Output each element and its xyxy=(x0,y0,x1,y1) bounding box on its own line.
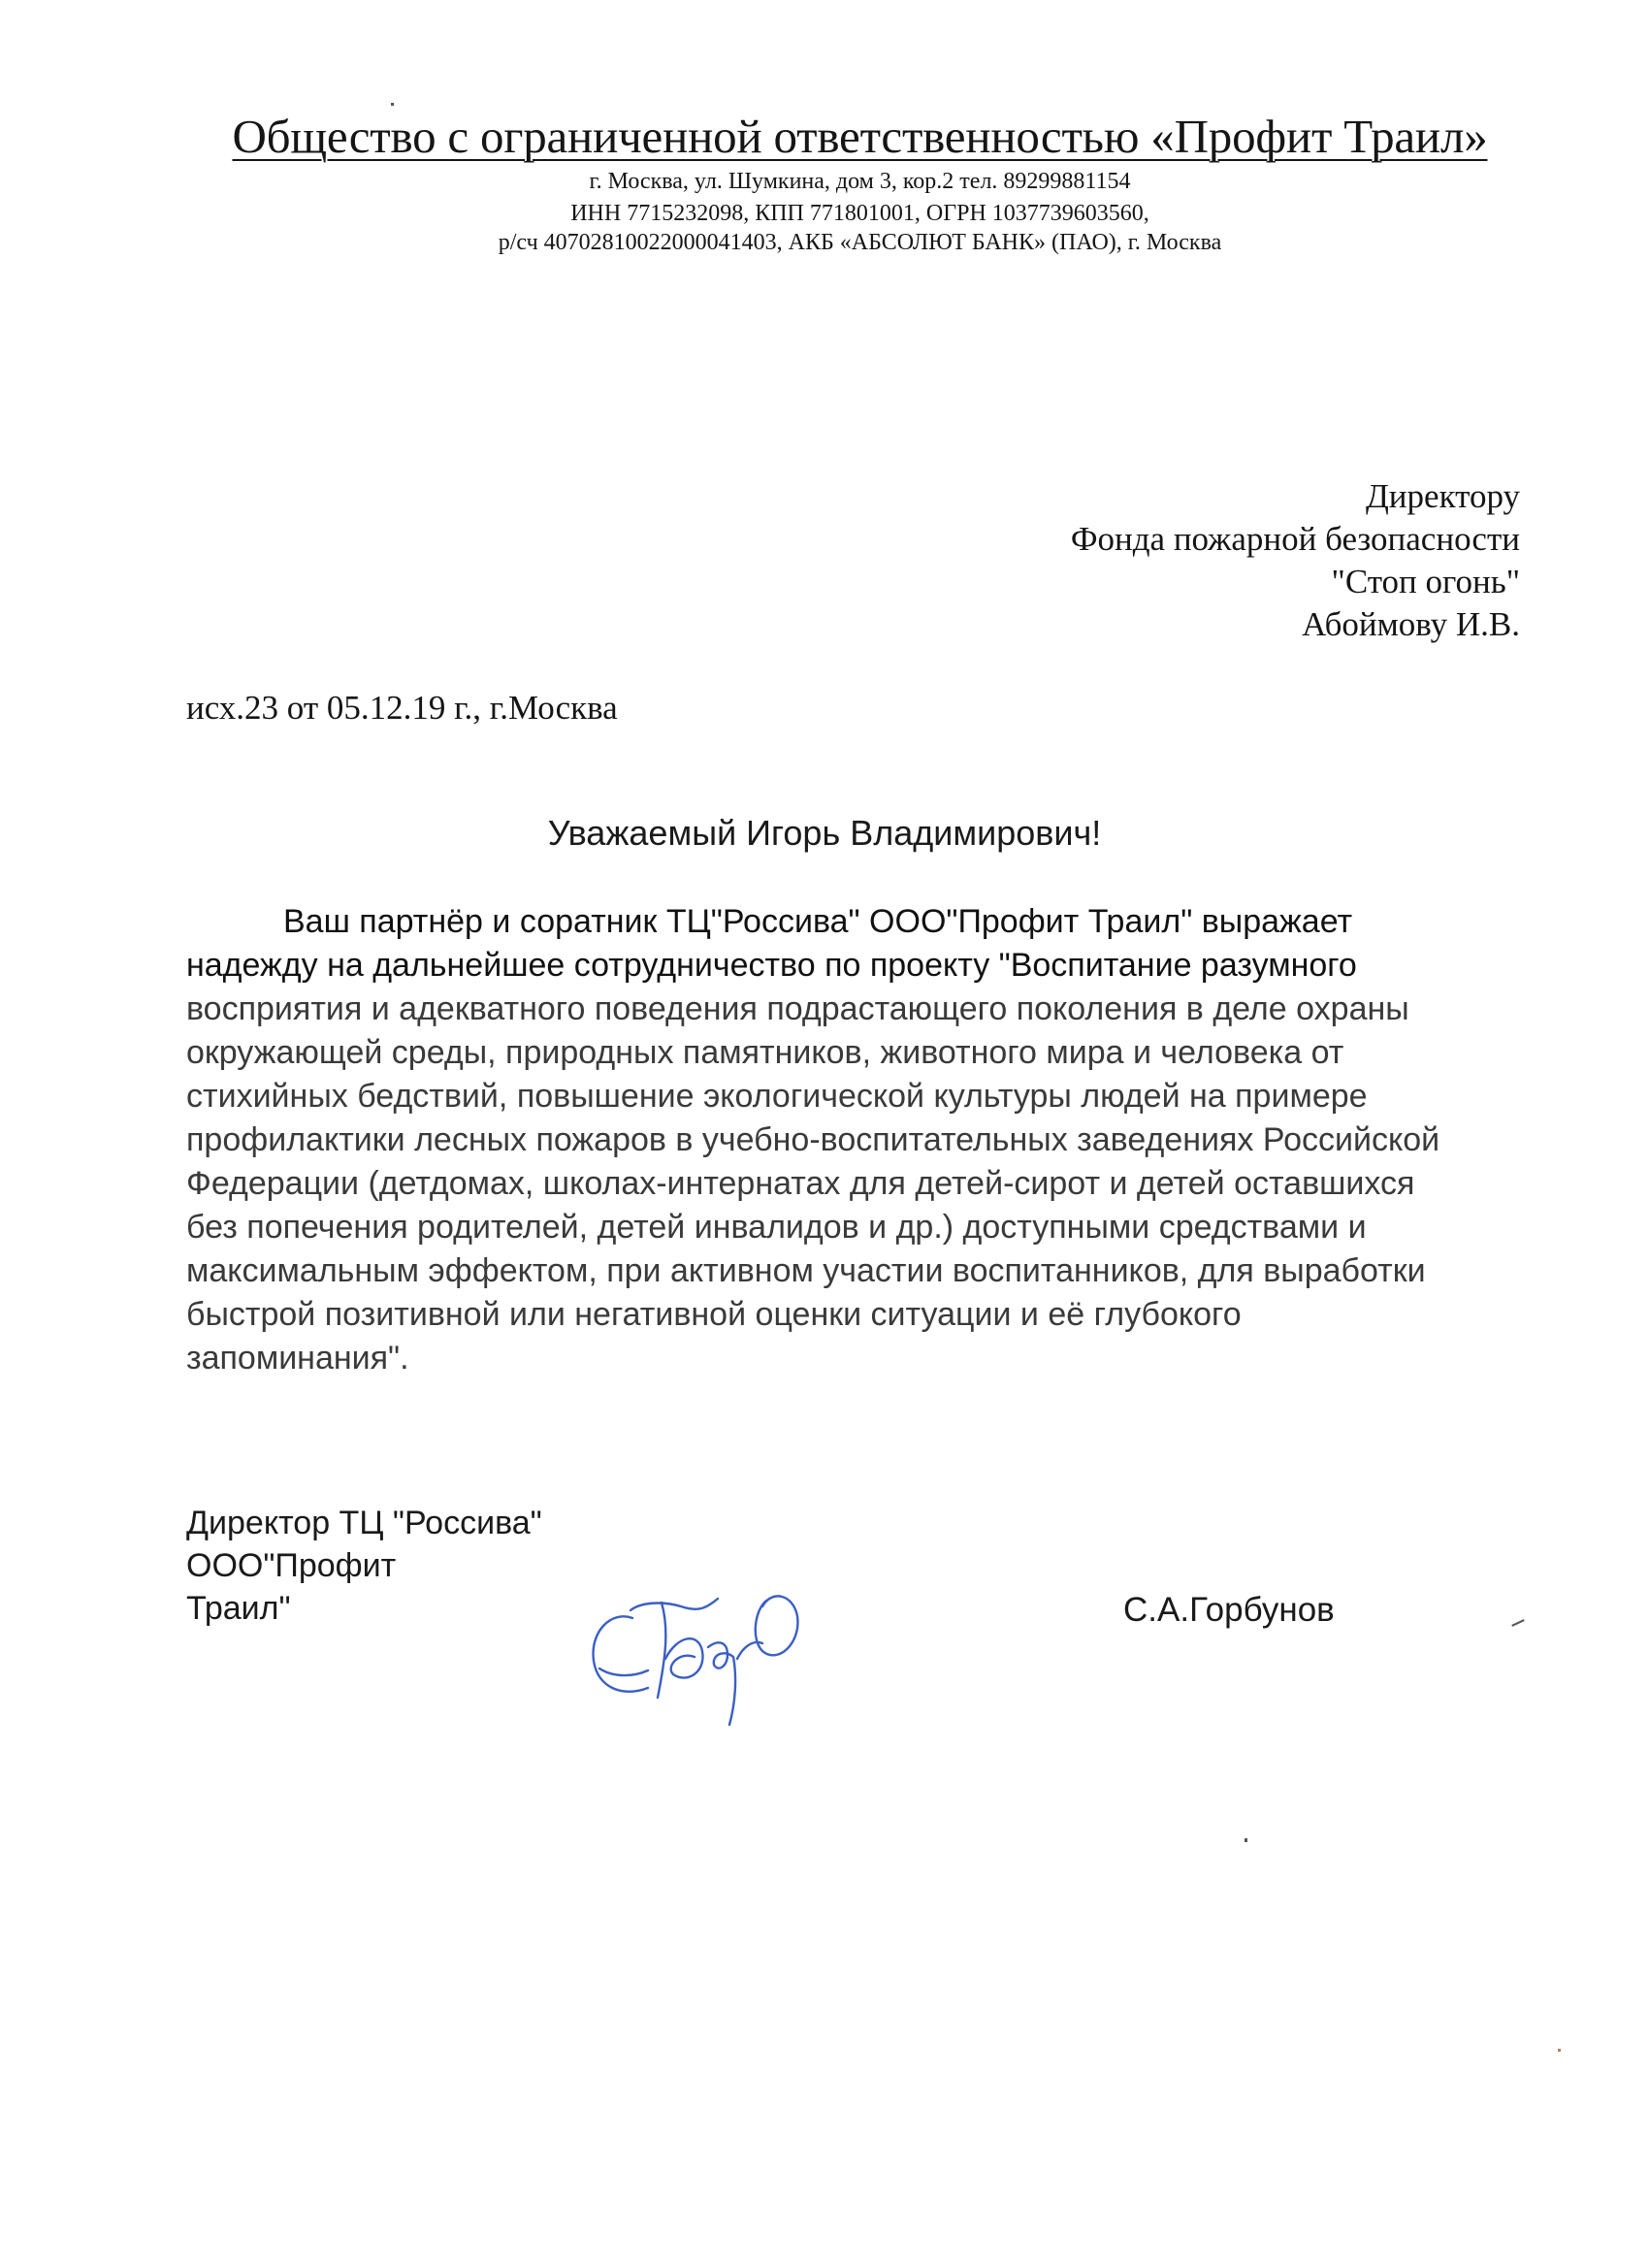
body-line: запоминания". xyxy=(186,1340,409,1377)
signatory-name: С.А.Горбунов xyxy=(1123,1591,1335,1629)
signatory-line: Директор ТЦ "Россива" xyxy=(186,1505,542,1541)
body-line: стихийных бедствий, повышение экологической культуры людей на примере xyxy=(186,1078,1368,1115)
handwritten-signature xyxy=(572,1542,854,1727)
salutation: Уважаемый Игорь Владимирович! xyxy=(547,813,1102,853)
addressee-line: "Стоп огонь" xyxy=(1331,563,1520,600)
body-line: профилактики лесных пожаров в учебно-воспитательных заведениях Российской xyxy=(186,1121,1440,1158)
letterhead-registration: ИНН 7715232098, КПП 771801001, ОГРН 1037739603560, xyxy=(570,201,1149,226)
letter-body xyxy=(186,900,1515,1380)
signatory-organization xyxy=(186,1502,542,1630)
body-line: без попечения родителей, детей инвалидов и др.) доступными средствами и xyxy=(186,1209,1367,1246)
scan-speck xyxy=(1511,1619,1525,1627)
signatory-line: ООО"Профит xyxy=(186,1547,397,1584)
body-line: быстрой позитивной или негативной оценки ситуации и её глубокого xyxy=(186,1296,1242,1333)
letterhead-bank-details: р/сч 40702810022000041403, АКБ «АБСОЛЮТ БАНК» (ПАО), г. Москва xyxy=(498,230,1222,255)
outgoing-reference: исх.23 от 05.12.19 г., г.Москва xyxy=(186,689,618,727)
addressee-line: Фонда пожарной безопасности xyxy=(1070,520,1520,558)
body-line: Федерации (детдомах, школах-интернатах для детей-сирот и детей оставшихся xyxy=(186,1165,1415,1202)
body-line: надежду на дальнейшее сотрудничество по проекту "Воспитание разумного xyxy=(186,947,1357,984)
body-line: восприятия и адекватного поведения подрастающего поколения в деле охраны xyxy=(186,990,1409,1027)
body-line: максимальным эффектом, при активном участии воспитанников, для выработки xyxy=(186,1252,1426,1289)
letterhead-address: г. Москва, ул. Шумкина, дом 3, кор.2 тел. 89299881154 xyxy=(589,169,1131,194)
signature-strokes xyxy=(594,1596,798,1725)
body-line: окружающей среды, природных памятников, животного мира и человека от xyxy=(186,1034,1344,1071)
addressee-line: Абоймову И.В. xyxy=(1302,605,1520,643)
signatory-line: Траил" xyxy=(186,1590,291,1627)
addressee-line: Директору xyxy=(1365,477,1520,515)
scan-speck xyxy=(1245,1838,1247,1842)
body-line: Ваш партнёр и соратник ТЦ"Россива" ООО"Профит Траил" выражает xyxy=(283,903,1353,940)
scan-speck xyxy=(1558,2049,1561,2052)
addressee-block xyxy=(1071,475,1520,646)
letterhead-title: Общество с ограниченной ответственностью «Профит Траил» xyxy=(232,110,1488,163)
scan-speck xyxy=(391,103,394,106)
